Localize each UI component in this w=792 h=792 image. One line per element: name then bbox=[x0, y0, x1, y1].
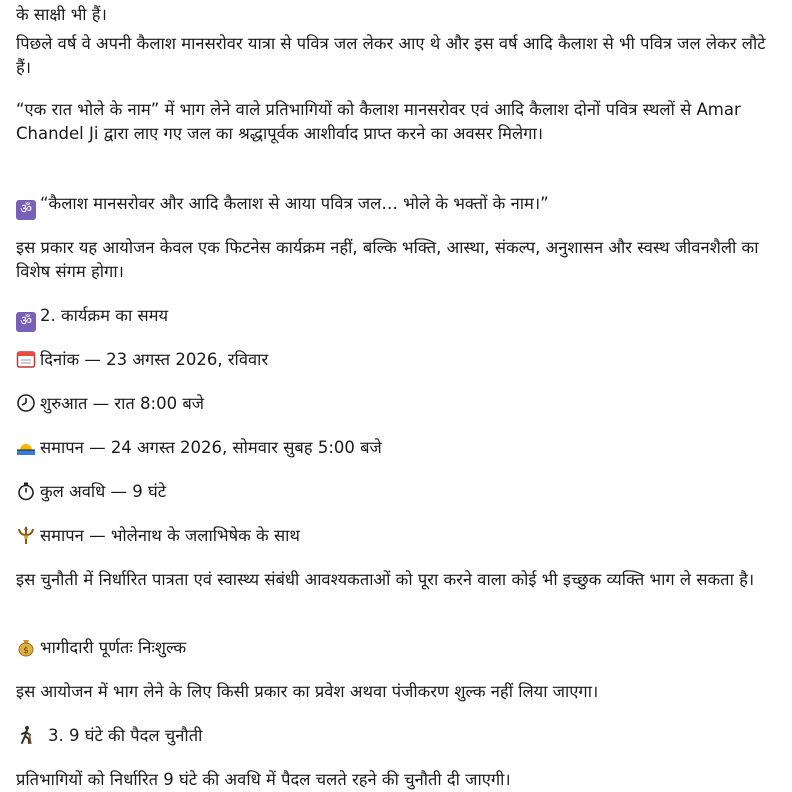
schedule-date-text: दिनांक — 23 अगस्त 2026, रविवार bbox=[40, 350, 269, 369]
sunrise-icon bbox=[16, 437, 36, 457]
schedule-start-text: शुरुआत — रात 8:00 बजे bbox=[40, 394, 204, 413]
section-heading-text: 3. 9 घंटे की पैदल चुनौती bbox=[48, 726, 203, 745]
paragraph-walking-challenge: प्रतिभागियों को निर्धारित 9 घंटे की अवधि में पैदल चलते रहने की चुनौती दी जाएगी। bbox=[16, 770, 511, 789]
paragraph-no-fee: इस आयोजन में भाग लेने के लिए किसी प्रकार का प्रवेश अथवा पंजीकरण शुल्क नहीं लिया जाएगा। bbox=[16, 682, 599, 701]
paragraph-event-summary: इस प्रकार यह आयोजन केवल एक फिटनेस कार्यक्रम नहीं, बल्कि भक्ति, आस्था, संकल्प, अनुशासन और स्वस्थ जीवनशैली का विशेष संगम होगा। bbox=[16, 238, 759, 281]
schedule-end-text: समापन — 24 अगस्त 2026, सोमवार सुबह 5:00 बजे bbox=[40, 438, 382, 457]
section-heading-text: 2. कार्यक्रम का समय bbox=[40, 306, 169, 325]
money-bag-icon bbox=[16, 637, 36, 657]
walking-person-icon bbox=[16, 725, 36, 745]
schedule-duration-text: कुल अवधि — 9 घंटे bbox=[40, 482, 167, 501]
schedule-duration bbox=[16, 480, 166, 504]
schedule-date bbox=[16, 348, 268, 372]
fee-line bbox=[16, 636, 186, 660]
schedule-start bbox=[16, 392, 204, 416]
schedule-finale-text: समापन — भोलेनाथ के जलाभिषेक के साथ bbox=[40, 526, 300, 545]
section-heading-schedule bbox=[16, 304, 168, 332]
quote-line bbox=[16, 192, 549, 220]
svg-text:$: $ bbox=[23, 646, 29, 656]
calendar-icon bbox=[16, 349, 36, 369]
paragraph-pavitra-jal: पिछले वर्ष वे अपनी कैलाश मानसरोवर यात्रा से पवित्र जल लेकर आए थे और इस वर्ष आदि कैलाश से भी पवित्र जल लेकर लौटे हैं। bbox=[16, 34, 766, 77]
section-heading-walking-challenge bbox=[16, 724, 202, 748]
stopwatch-icon bbox=[16, 481, 36, 501]
clock-icon bbox=[16, 393, 36, 413]
schedule-finale bbox=[16, 524, 300, 548]
paragraph-eligibility: इस चुनौती में निर्धारित पात्रता एवं स्वास्थ्य संबंधी आवश्यकताओं को पूरा करने वाला कोई भी इच्छुक व्यक्ति भाग ले सकता है। bbox=[16, 570, 755, 589]
schedule-end bbox=[16, 436, 382, 460]
om-icon: ॐ bbox=[16, 312, 36, 332]
paragraph-participants-blessing: “एक रात भोले के नाम” में भाग लेने वाले प्रतिभागियों को कैलाश मानसरोवर एवं आदि कैलाश दोनों पवित्र स्थलों से Amar Chandel Ji द्वारा लाए गए जल का श्रद्धापूर्वक आशीर्वाद प्राप्त करने का अवसर मिलेगा। bbox=[16, 100, 741, 143]
quote-text: “कैलाश मानसरोवर और आदि कैलाश से आया पवित्र जल… भोले के भक्तों के नाम।” bbox=[40, 194, 549, 213]
om-icon: ॐ bbox=[16, 200, 36, 220]
trident-icon bbox=[16, 525, 36, 545]
fee-text: भागीदारी पूर्णतः निःशुल्क bbox=[40, 638, 187, 657]
cut-off-text-line: के साक्षी भी हैं। bbox=[16, 4, 107, 24]
